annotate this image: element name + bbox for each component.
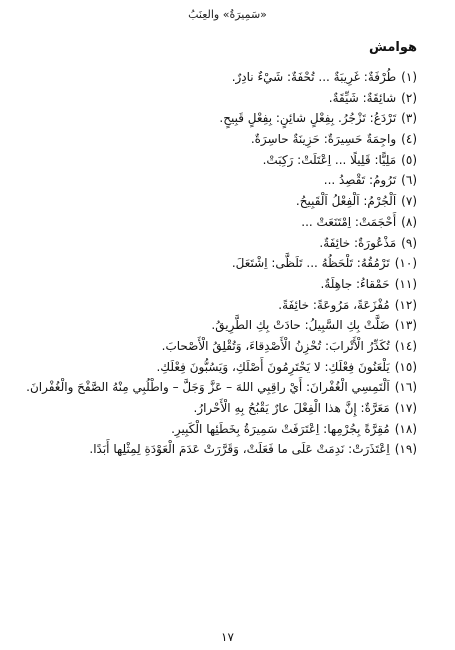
footnote-number: (٣): [401, 111, 417, 126]
footnote-number: (٨): [401, 214, 417, 229]
footnote-number: (١٤): [394, 338, 417, 353]
footnote-text: مَلِيًّا: قَلِيلًا ... اِعْتَلَتْ: رَكِبَتْ.: [262, 152, 397, 167]
footnote-number: (١٩): [394, 442, 417, 457]
footnote-text: يَلْعَنُونَ فِعْلَكِ: لا يَحْتَرِمُونَ أَصْلَكِ، وَيَسُبُّونَ فِعْلَكِ.: [156, 359, 390, 374]
footnote-item: [22, 233, 417, 254]
footnote-item: [22, 150, 417, 171]
footnote-text: مَذْعُورَةٌ: خائِفَةٌ.: [319, 235, 397, 250]
footnote-number: (٢): [401, 90, 417, 105]
footnote-text: ضَلَّتْ بِكِ السَّبِيلُ: حادَتْ بِكِ الطَّرِيقُ.: [211, 318, 390, 333]
footnote-item: [22, 67, 417, 88]
footnote-text: واجِمَةٌ حَسِيرَةٌ: حَزِينَةٌ حاسِرَةٌ.: [250, 132, 397, 147]
section-heading: هوامش: [368, 40, 417, 55]
footnote-text: تُكَدِّرُ الْأَتْرابَ: تُحْزِنُ الْأَصْدِقاءَ، وَتُقْلِقُ الْأَصْحابَ.: [161, 338, 390, 353]
footnote-item: [22, 419, 417, 440]
footnote-item: [22, 295, 417, 316]
footnote-item: [22, 212, 417, 233]
footnote-text: اَلْتَمِسِي الْغُفْرانَ: أَيْ راقِبِي اللهَ – عَزَّ وَجَلَّ – واطْلُبِي مِنْهُ الصَّفْحَ والْغُفْرانَ.: [26, 380, 390, 395]
footnote-item: [22, 253, 417, 274]
footnote-number: (٦): [401, 173, 417, 188]
footnote-text: أَحْجَمَتْ: اِمْتَنَعَتْ ...: [301, 214, 397, 229]
footnote-text: اَلْجُرْمُ: اَلْفِعْلُ اَلْقَبِيحُ.: [295, 194, 397, 209]
page-number: ١٧: [221, 630, 234, 644]
footnote-item: [22, 129, 417, 150]
footnote-number: (١٨): [394, 421, 417, 436]
footnote-text: تَرْدَعُ: تَزْجُرُ. بِفِعْلٍ شائِنٍ: بِفِعْلٍ قَبِيحٍ.: [219, 111, 397, 126]
footnote-item: [22, 108, 417, 129]
footnote-number: (٥): [401, 152, 417, 167]
footnote-number: (١٠): [394, 256, 417, 271]
footnotes-list: [22, 67, 417, 460]
footnote-item: [22, 377, 417, 398]
footnote-text: شائِقَةٌ: شَيِّقَةٌ.: [328, 90, 397, 105]
footnote-number: (١٦): [394, 380, 417, 395]
footnote-item: [22, 357, 417, 378]
footnote-number: (٩): [401, 235, 417, 250]
footnote-item: [22, 274, 417, 295]
footnote-text: طُرْفَةٌ: غَرِيبَةٌ ... تُحْفَةٌ: شَيْءٌ نادِرٌ.: [231, 70, 397, 84]
footnote-item: [22, 170, 417, 191]
footnote-item: [22, 439, 417, 460]
footnote-number: (١١): [394, 276, 417, 291]
footnote-number: (٧): [401, 194, 417, 209]
footnote-item: [22, 398, 417, 419]
footnote-text: تَرُومُ: تَقْصِدُ ...: [323, 173, 397, 188]
footnote-number: (١٧): [394, 401, 417, 415]
footnote-text: مُقِرَّةً بِجُرْمِها: اِعْتَرَفَتْ سَمِيرَةُ بِخَطَئِها الْكَبِيرِ.: [171, 421, 390, 436]
footnote-number: (١٥): [394, 359, 417, 374]
footnote-text: اِعْتَذَرَتْ: نَدِمَتْ عَلَى ما فَعَلَتْ، وَقَرَّرَتْ عَدَمَ الْعَوْدَةِ لِمِثْلِها أَبَدًا.: [89, 442, 390, 457]
footnote-text: مَعَرَّةٌ: إِنَّ هذا الْفِعْلَ عارٌ يَقْبُحُ بِهِ الْأَحْرارُ.: [193, 401, 390, 415]
footnote-number: (١٢): [394, 297, 417, 312]
footnote-text: تَرْمُقُهُ: تَلْحَظُهُ ... تَلَظَّى: اِشْتَعَلَ.: [231, 256, 390, 271]
footnote-text: حَمْقاءُ: جاهِلَةٌ.: [320, 276, 390, 291]
footnote-item: [22, 88, 417, 109]
footnote-number: (١): [401, 70, 417, 84]
footnote-number: (١٣): [394, 318, 417, 333]
footnote-text: مُفْزَعَةً، مَرُوعَةً: خائِفَةً.: [278, 297, 390, 312]
footnote-item: [22, 336, 417, 357]
running-header: «سَمِيرَةُ» والعِنَبُ: [188, 8, 267, 21]
footnote-item: [22, 315, 417, 336]
footnote-number: (٤): [401, 132, 417, 147]
footnote-item: [22, 191, 417, 212]
